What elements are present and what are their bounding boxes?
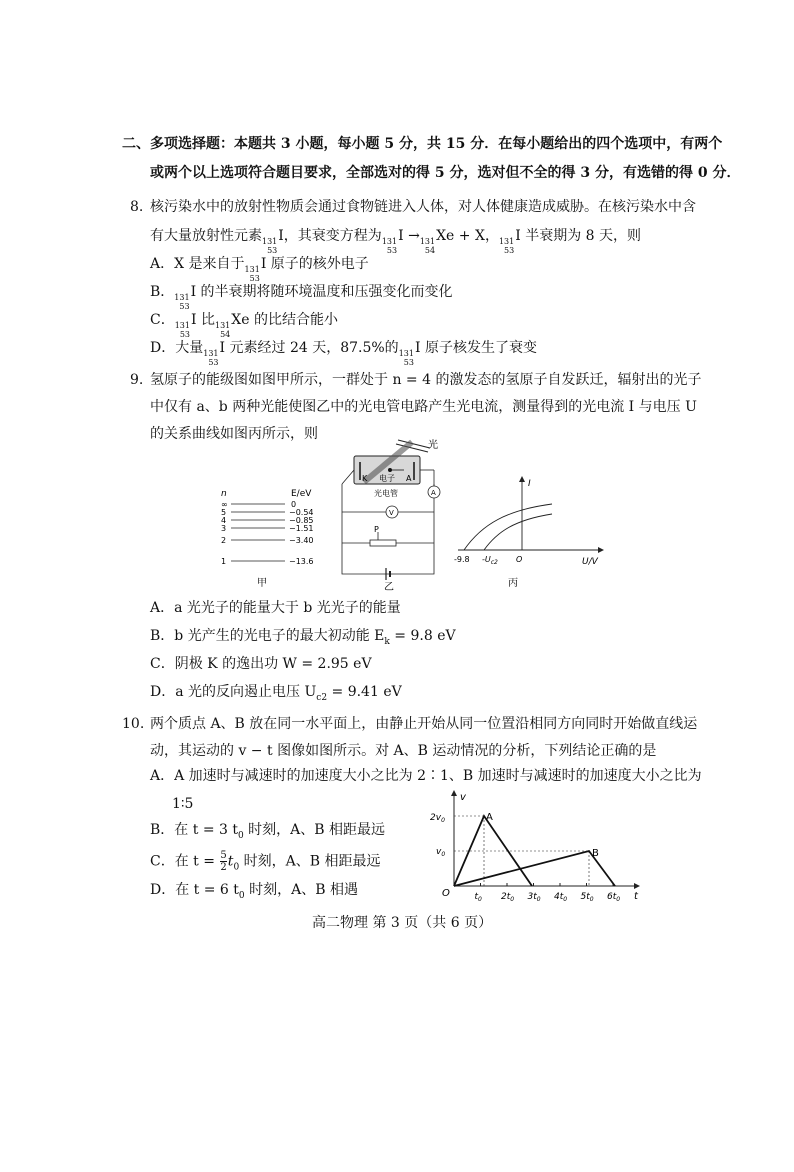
q8-stem-line2: 有大量放射性元素 131 53 I，其衰变方程为 131 53 I → 131 54 Xe + X， 131 53 I 半衰期为 8 天，则 <box>150 228 642 255</box>
q8-stem-line1: 核污染水中的放射性物质会通过食物链进入人体，对人体健康造成威胁。在核污染水中含 <box>150 199 696 215</box>
q9-stem-line3: 的关系曲线如图丙所示，则 <box>150 426 318 442</box>
vt-graph <box>428 786 650 906</box>
q8-option-b[interactable]: B． 131 53 I 的半衰期将随环境温度和压强变化而变化 <box>150 284 453 311</box>
tick-uc2: $-U_{c2}$ <box>482 555 498 566</box>
q10-option-b[interactable]: B．在 t = 3 $t_0$ 时刻，A、B 相距最远 <box>150 822 386 841</box>
axis-u-label: U/V <box>582 557 598 567</box>
svg-text:−0.54: −0.54 <box>289 508 314 517</box>
q10-stem-line1: 两个质点 A、B 放在同一水平面上，由静止开始从同一位置沿相同方向同时开始做直线运 <box>150 716 698 732</box>
current-voltage-graph <box>452 474 612 592</box>
tick-v0: $v_0$ <box>436 847 446 858</box>
q9-option-d[interactable]: D．a 光的反向遏止电压 $U_{c2} = 9.41$ eV <box>150 684 402 703</box>
svg-text:1: 1 <box>221 557 227 566</box>
section-heading-line1: 二、多项选择题：本题共 3 小题，每小题 5 分，共 15 分．在每小题给出的四个选项中，有两个 <box>122 136 723 152</box>
section-heading-line2: 或两个以上选项符合题目要求，全部选对的得 5 分，选对但不全的得 3 分，有选错的得 0 分． <box>150 165 741 181</box>
q9-stem-line1: 氢原子的能级图如图甲所示，一群处于 n = 4 的激发态的氢原子自发跃迁，辐射出的光子 <box>150 372 702 388</box>
label-B: B <box>592 848 599 859</box>
tick-2v0: $2v_0$ <box>430 813 445 824</box>
rheostat <box>370 540 396 546</box>
axis-e-label: E/eV <box>291 489 312 499</box>
axis-i-label: I <box>528 479 531 489</box>
svg-text:0: 0 <box>291 500 297 509</box>
x-tick-label: $2t_0$ <box>501 892 515 903</box>
q8-option-c[interactable]: C． 131 53 I 比 131 54 Xe 的比结合能小 <box>150 312 338 339</box>
axis-t-label: t <box>634 891 638 902</box>
q8-option-a[interactable]: A．X 是来自于 131 53 I 原子的核外电子 <box>150 256 369 283</box>
slider-label: P <box>374 525 379 534</box>
line-B <box>454 851 615 886</box>
level-2 <box>221 536 314 545</box>
q10-option-a[interactable]: A．A 加速时与减速时的加速度大小之比为 2∶1、B 加速时与减速时的加速度大小之比为 <box>150 768 702 784</box>
anode-label: A <box>406 474 412 483</box>
q9-stem-line2: 中仅有 a、b 两种光能使图乙中的光电管电路产生光电流，测量得到的光电流 I 与电压 U <box>150 399 697 415</box>
photoelectric-circuit <box>334 436 450 592</box>
q10-stem-line2: 动，其运动的 v − t 图像如图所示。对 A、B 运动情况的分析，下列结论正确的是 <box>150 743 657 759</box>
energy-level-diagram <box>215 482 325 592</box>
voltmeter-label: V <box>389 509 394 517</box>
iodine-nuclide: 131 53 <box>381 237 398 255</box>
q10-option-c[interactable]: C．在 t = $\frac{5}{2}$ $t_0$ 时刻，A、B 相距最远 <box>150 850 381 873</box>
ammeter-label: A <box>431 489 436 497</box>
axis-v-label: v <box>460 792 466 803</box>
q9-option-c[interactable]: C．阴极 K 的逸出功 W = 2.95 eV <box>150 656 372 672</box>
svg-text:−1.51: −1.51 <box>289 524 314 533</box>
x-tick-label: $3t_0$ <box>527 892 541 903</box>
curve-b <box>484 514 552 550</box>
iodine-nuclide: 131 53 <box>498 237 515 255</box>
q9-option-a[interactable]: A．a 光光子的能量大于 b 光光子的能量 <box>150 600 401 616</box>
level-3 <box>221 524 314 533</box>
q9-number: 9. <box>130 372 144 388</box>
electron-dot <box>388 468 392 472</box>
q8-number: 8. <box>130 199 144 215</box>
tick-neg-9.8: -9.8 <box>454 555 470 564</box>
fig-caption-bing: 丙 <box>508 578 518 589</box>
level-1 <box>221 557 314 566</box>
tube-label: 光电管 <box>374 489 398 498</box>
cathode-label: K <box>362 474 368 483</box>
x-tick-label: $4t_0$ <box>554 892 568 903</box>
x-tick-label: $t_0$ <box>474 892 482 903</box>
svg-text:−0.85: −0.85 <box>289 516 314 525</box>
svg-text:2: 2 <box>221 536 227 545</box>
xenon-nuclide: 131 54 <box>419 237 436 255</box>
curve-a <box>464 504 552 550</box>
vt-origin: O <box>442 888 450 899</box>
svg-text:∞: ∞ <box>221 500 228 509</box>
fig-caption-jia: 甲 <box>257 578 267 589</box>
x-tick-label: $5t_0$ <box>580 892 594 903</box>
label-A: A <box>486 812 493 823</box>
fig-caption-yi: 乙 <box>384 582 394 592</box>
x-tick-label: $6t_0$ <box>607 892 621 903</box>
svg-text:4: 4 <box>221 516 227 525</box>
q10-option-d[interactable]: D．在 t = 6 $t_0$ 时刻，A、B 相遇 <box>150 882 358 901</box>
svg-text:−13.6: −13.6 <box>289 557 314 566</box>
level-inf <box>221 500 296 509</box>
electron-label: 电子 <box>379 474 395 483</box>
svg-text:5: 5 <box>221 508 227 517</box>
page-footer: 高二物理 第 3 页（共 6 页） <box>312 915 493 931</box>
origin-label: O <box>516 555 523 564</box>
q9-option-b[interactable]: B．b 光产生的光电子的最大初动能 $E_k = 9.8$ eV <box>150 628 456 647</box>
q10-number: 10. <box>122 716 145 732</box>
q8-option-d[interactable]: D．大量 131 53 I 元素经过 24 天，87.5%的 131 53 I 原子核发生了衰变 <box>150 340 537 367</box>
svg-text:3: 3 <box>221 524 227 533</box>
light-label: 光 <box>428 440 438 451</box>
axis-n-label: n <box>221 489 227 499</box>
q10-option-a-cont: 1∶5 <box>172 796 194 812</box>
svg-text:−3.40: −3.40 <box>289 536 314 545</box>
iodine-nuclide: 131 53 <box>262 237 278 255</box>
